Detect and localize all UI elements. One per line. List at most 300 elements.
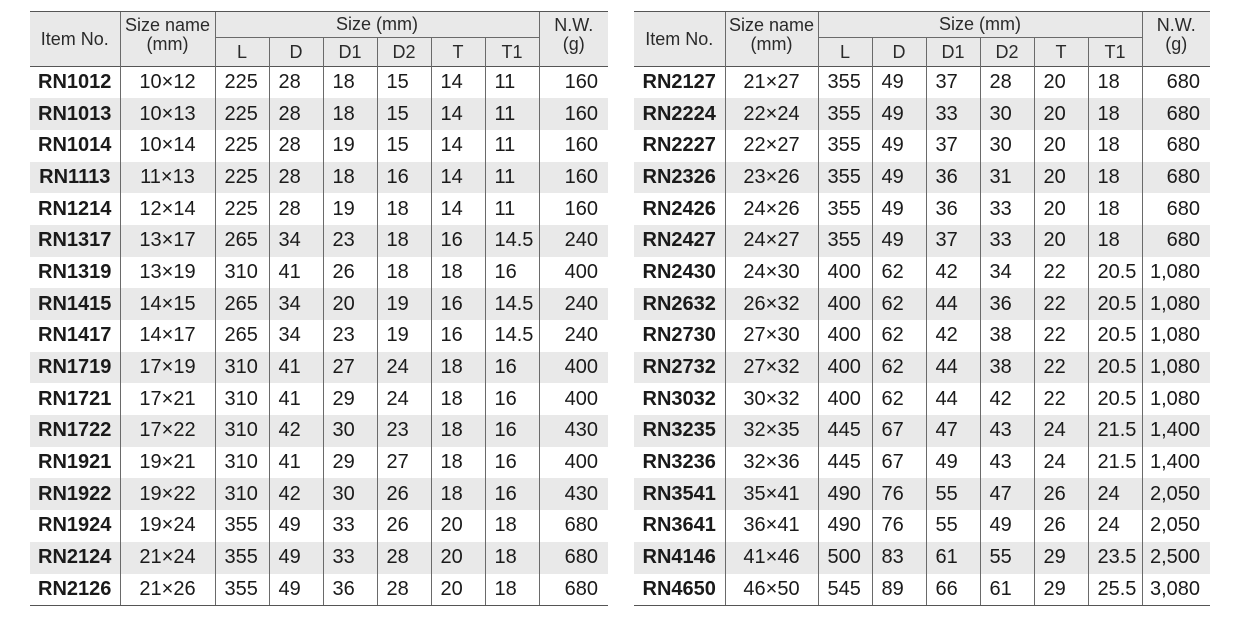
L-cell: 490 [818,510,872,542]
size-name-cell: 32×35 [725,415,818,447]
T1-cell: 21.5 [1088,447,1142,479]
nw-cell: 2,500 [1142,542,1210,574]
table-row [634,257,1210,289]
col-D2-header: D2 [377,38,431,67]
T-cell: 16 [431,225,485,257]
nw-header-line2: (g) [1165,33,1188,54]
L-cell: 265 [215,288,269,320]
D-cell: 41 [269,352,323,384]
T-cell: 22 [1034,288,1088,320]
D-cell: 34 [269,225,323,257]
size-name-cell: 32×36 [725,447,818,479]
D1-cell: 36 [926,193,980,225]
T-cell: 16 [431,320,485,352]
T1-cell: 14.5 [485,225,539,257]
size-name-cell: 11×13 [120,162,215,194]
T1-cell: 18 [485,574,539,606]
size-name-header [725,12,818,67]
item-no-cell: RN1013 [30,98,120,130]
table-row [634,193,1210,225]
size-name-cell: 27×30 [725,320,818,352]
item-no-cell: RN2326 [634,162,725,194]
D-cell: 67 [872,447,926,479]
item-no-cell: RN2127 [634,67,725,99]
L-cell: 355 [818,225,872,257]
nw-cell: 400 [539,447,608,479]
table-row [30,320,608,352]
table-row [634,67,1210,99]
T-cell: 18 [431,352,485,384]
L-cell: 400 [818,257,872,289]
D-cell: 41 [269,447,323,479]
item-no-cell: RN4146 [634,542,725,574]
size-name-header-line1: Size name [728,15,815,35]
D-cell: 67 [872,415,926,447]
D-cell: 49 [269,574,323,606]
nw-cell: 1,080 [1142,383,1210,415]
table-row [634,415,1210,447]
D2-cell: 24 [377,352,431,384]
nw-cell: 160 [539,67,608,99]
table-row [634,383,1210,415]
L-cell: 225 [215,67,269,99]
nw-cell: 240 [539,225,608,257]
table-row [30,98,608,130]
T1-cell: 14.5 [485,288,539,320]
table-row [634,225,1210,257]
item-no-cell: RN2224 [634,98,725,130]
T1-cell: 18 [1088,193,1142,225]
size-name-cell: 19×22 [120,478,215,510]
D1-cell: 33 [323,510,377,542]
D2-cell: 38 [980,320,1034,352]
nw-cell: 1,400 [1142,415,1210,447]
size-name-header-line2: (mm) [750,33,793,54]
D2-cell: 34 [980,257,1034,289]
T-cell: 16 [431,288,485,320]
table-row [634,447,1210,479]
nw-cell: 1,080 [1142,257,1210,289]
D1-cell: 44 [926,383,980,415]
D2-cell: 15 [377,98,431,130]
col-L-header: L [818,38,872,67]
T-cell: 20 [1034,130,1088,162]
size-name-header-line2: (mm) [146,33,189,54]
T-cell: 20 [1034,67,1088,99]
D-cell: 49 [872,98,926,130]
D2-cell: 31 [980,162,1034,194]
D-cell: 62 [872,257,926,289]
T1-cell: 18 [485,542,539,574]
table-row [30,352,608,384]
size-name-cell: 19×24 [120,510,215,542]
D2-cell: 16 [377,162,431,194]
L-cell: 500 [818,542,872,574]
size-name-cell: 24×27 [725,225,818,257]
table-row [30,162,608,194]
item-no-cell: RN2227 [642,134,716,157]
D-cell: 49 [269,542,323,574]
D2-cell: 24 [377,383,431,415]
T1-cell: 18 [485,510,539,542]
D2-cell: 47 [980,478,1034,510]
D-cell: 49 [872,130,926,162]
table-row [634,320,1210,352]
L-cell: 355 [818,98,872,130]
D-cell: 28 [269,162,323,194]
item-no-cell: RN1719 [30,352,120,384]
nw-cell: 160 [539,98,608,130]
nw-cell: 3,080 [1142,574,1210,606]
table-row [634,288,1210,320]
D1-cell: 18 [323,162,377,194]
D1-cell: 49 [926,447,980,479]
size-name-cell: 23×26 [725,162,818,194]
spec-table-left [30,11,608,606]
nw-cell: 1,080 [1142,352,1210,384]
T-cell: 26 [1034,478,1088,510]
L-cell: 355 [215,510,269,542]
nw-cell: 160 [539,162,608,194]
table-row [30,415,608,447]
size-name-cell: 21×24 [120,542,215,574]
nw-cell: 2,050 [1142,478,1210,510]
D2-cell: 55 [980,542,1034,574]
size-name-cell: 12×14 [120,193,215,225]
D-cell: 42 [269,415,323,447]
item-no-cell: RN4650 [634,574,725,606]
size-group-header: Size (mm) [215,12,539,38]
nw-cell: 680 [1142,193,1210,225]
D-cell: 62 [872,383,926,415]
table-row [30,130,608,162]
T-cell: 20 [431,510,485,542]
D-cell: 89 [872,574,926,606]
nw-header-line1: N.W. [554,15,594,35]
L-cell: 310 [215,383,269,415]
D1-cell: 29 [323,383,377,415]
size-name-cell: 13×17 [120,225,215,257]
D-cell: 34 [269,288,323,320]
T1-cell: 24 [1088,510,1142,542]
T-cell: 18 [431,257,485,289]
D1-cell: 30 [323,478,377,510]
D1-cell: 26 [323,257,377,289]
size-name-header [120,12,215,67]
nw-cell: 1,080 [1142,320,1210,352]
T-cell: 20 [1034,98,1088,130]
size-name-cell: 10×12 [120,67,215,99]
nw-header-line1: N.W. [1156,15,1196,35]
item-no-cell: RN1014 [38,134,112,157]
table-row [634,162,1210,194]
T1-cell: 18 [1088,130,1142,162]
table-row [30,574,608,606]
nw-cell: 400 [539,352,608,384]
T1-cell: 20.5 [1088,320,1142,352]
size-name-cell: 17×19 [120,352,215,384]
nw-cell: 680 [539,542,608,574]
table-row [30,288,608,320]
D1-cell: 23 [323,320,377,352]
T-cell: 22 [1034,320,1088,352]
D1-cell: 61 [926,542,980,574]
item-no-cell: RN2730 [642,324,716,347]
item-no-cell: RN2632 [634,288,725,320]
item-no-cell: RN3032 [642,387,716,410]
nw-cell: 430 [539,478,608,510]
D-cell: 41 [269,257,323,289]
size-name-cell: 19×21 [120,447,215,479]
D2-cell: 61 [980,574,1034,606]
D-cell: 76 [872,510,926,542]
D1-cell: 33 [323,542,377,574]
size-name-cell: 10×14 [120,130,215,162]
L-cell: 355 [818,193,872,225]
D2-cell: 18 [377,193,431,225]
nw-cell: 160 [539,130,608,162]
D1-cell: 29 [323,447,377,479]
L-cell: 490 [818,478,872,510]
table-row [30,225,608,257]
L-cell: 400 [818,288,872,320]
item-no-cell: RN2426 [642,197,716,220]
nw-header [1142,12,1210,67]
nw-cell: 240 [539,320,608,352]
D1-cell: 19 [323,193,377,225]
D-cell: 42 [269,478,323,510]
item-no-cell: RN1924 [38,514,112,537]
item-no-cell: RN1012 [30,67,120,99]
item-no-cell: RN3541 [634,478,725,510]
T-cell: 20 [431,574,485,606]
D-cell: 83 [872,542,926,574]
T1-cell: 18 [1088,98,1142,130]
L-cell: 400 [818,383,872,415]
D1-cell: 36 [926,162,980,194]
table-row [30,383,608,415]
L-cell: 265 [215,320,269,352]
L-cell: 400 [818,352,872,384]
nw-cell: 680 [539,510,608,542]
item-no-cell: RN1214 [38,197,112,220]
D1-cell: 36 [323,574,377,606]
T1-cell: 16 [485,352,539,384]
table-row [30,510,608,542]
T1-cell: 16 [485,478,539,510]
T-cell: 24 [1034,447,1088,479]
T-cell: 24 [1034,415,1088,447]
size-name-cell: 24×30 [725,257,818,289]
col-L-header: L [215,38,269,67]
L-cell: 445 [818,447,872,479]
size-name-cell: 22×24 [725,98,818,130]
table-row [30,542,608,574]
D1-cell: 37 [926,130,980,162]
D1-cell: 27 [323,352,377,384]
D2-cell: 19 [377,320,431,352]
T1-cell: 21.5 [1088,415,1142,447]
T-cell: 18 [431,478,485,510]
D1-cell: 55 [926,510,980,542]
table-row [634,574,1210,606]
D2-cell: 15 [377,67,431,99]
L-cell: 445 [818,415,872,447]
T-cell: 29 [1034,574,1088,606]
L-cell: 265 [215,225,269,257]
D1-cell: 37 [926,225,980,257]
L-cell: 310 [215,257,269,289]
col-T-header: T [431,38,485,67]
D2-cell: 30 [980,130,1034,162]
D1-cell: 19 [323,130,377,162]
item-no-cell: RN3235 [634,415,725,447]
T-cell: 14 [431,193,485,225]
D-cell: 62 [872,288,926,320]
T-cell: 18 [431,415,485,447]
T1-cell: 16 [485,415,539,447]
size-name-cell: 22×27 [725,130,818,162]
D-cell: 76 [872,478,926,510]
D1-cell: 55 [926,478,980,510]
D-cell: 49 [872,162,926,194]
D-cell: 28 [269,67,323,99]
table-row [30,67,608,99]
D2-cell: 33 [980,193,1034,225]
item-no-cell: RN2126 [30,574,120,606]
D2-cell: 26 [377,478,431,510]
item-no-header: Item No. [30,12,120,67]
T1-cell: 18 [1088,162,1142,194]
nw-cell: 400 [539,383,608,415]
D-cell: 49 [269,510,323,542]
T1-cell: 16 [485,447,539,479]
D-cell: 28 [269,193,323,225]
item-no-cell: RN2732 [634,352,725,384]
D1-cell: 42 [926,257,980,289]
L-cell: 225 [215,162,269,194]
size-name-cell: 10×13 [120,98,215,130]
nw-header [539,12,608,67]
col-D-header: D [872,38,926,67]
T-cell: 26 [1034,510,1088,542]
T-cell: 14 [431,98,485,130]
size-name-cell: 26×32 [725,288,818,320]
nw-cell: 240 [539,288,608,320]
D2-cell: 42 [980,383,1034,415]
L-cell: 400 [818,320,872,352]
item-no-cell: RN1922 [30,478,120,510]
spec-table-left-body [30,67,608,606]
D2-cell: 49 [980,510,1034,542]
col-D-header: D [269,38,323,67]
D2-cell: 18 [377,225,431,257]
D1-cell: 37 [926,67,980,99]
D1-cell: 18 [323,98,377,130]
L-cell: 225 [215,130,269,162]
nw-cell: 430 [539,415,608,447]
T1-cell: 11 [485,98,539,130]
table-row [634,510,1210,542]
T1-cell: 20.5 [1088,383,1142,415]
T1-cell: 20.5 [1088,352,1142,384]
col-T1-header: T1 [485,38,539,67]
L-cell: 355 [215,574,269,606]
L-cell: 545 [818,574,872,606]
col-D1-header: D1 [926,38,980,67]
table-row [30,447,608,479]
D-cell: 62 [872,320,926,352]
D1-cell: 33 [926,98,980,130]
nw-cell: 680 [1142,162,1210,194]
item-no-cell: RN2124 [30,542,120,574]
T1-cell: 25.5 [1088,574,1142,606]
D2-cell: 43 [980,447,1034,479]
item-no-cell: RN1721 [38,387,112,410]
item-no-cell: RN1415 [30,288,120,320]
L-cell: 355 [818,162,872,194]
item-no-cell: RN1417 [38,324,112,347]
D1-cell: 18 [323,67,377,99]
L-cell: 225 [215,193,269,225]
T-cell: 20 [1034,193,1088,225]
D2-cell: 28 [377,574,431,606]
size-name-cell: 17×22 [120,415,215,447]
size-name-cell: 21×27 [725,67,818,99]
T1-cell: 23.5 [1088,542,1142,574]
D1-cell: 47 [926,415,980,447]
T1-cell: 11 [485,130,539,162]
T-cell: 18 [431,447,485,479]
nw-cell: 400 [539,257,608,289]
L-cell: 310 [215,478,269,510]
nw-cell: 680 [539,574,608,606]
D1-cell: 66 [926,574,980,606]
D-cell: 62 [872,352,926,384]
T1-cell: 18 [1088,225,1142,257]
D1-cell: 42 [926,320,980,352]
size-group-header: Size (mm) [818,12,1142,38]
item-no-cell: RN2427 [634,225,725,257]
table-row [30,478,608,510]
L-cell: 355 [818,67,872,99]
T-cell: 29 [1034,542,1088,574]
D2-cell: 18 [377,257,431,289]
D2-cell: 15 [377,130,431,162]
T1-cell: 20.5 [1088,288,1142,320]
item-no-cell: RN3236 [642,451,716,474]
T1-cell: 18 [1088,67,1142,99]
size-name-cell: 46×50 [725,574,818,606]
table-row [634,478,1210,510]
T1-cell: 11 [485,162,539,194]
size-name-cell: 17×21 [120,383,215,415]
D2-cell: 26 [377,510,431,542]
T-cell: 18 [431,383,485,415]
T-cell: 22 [1034,352,1088,384]
T-cell: 20 [1034,162,1088,194]
nw-cell: 680 [1142,67,1210,99]
col-T-header: T [1034,38,1088,67]
D-cell: 49 [872,193,926,225]
size-name-cell: 35×41 [725,478,818,510]
T1-cell: 11 [485,67,539,99]
T-cell: 14 [431,162,485,194]
nw-cell: 1,400 [1142,447,1210,479]
nw-header-line2: (g) [562,33,585,54]
size-name-cell: 30×32 [725,383,818,415]
D-cell: 28 [269,98,323,130]
